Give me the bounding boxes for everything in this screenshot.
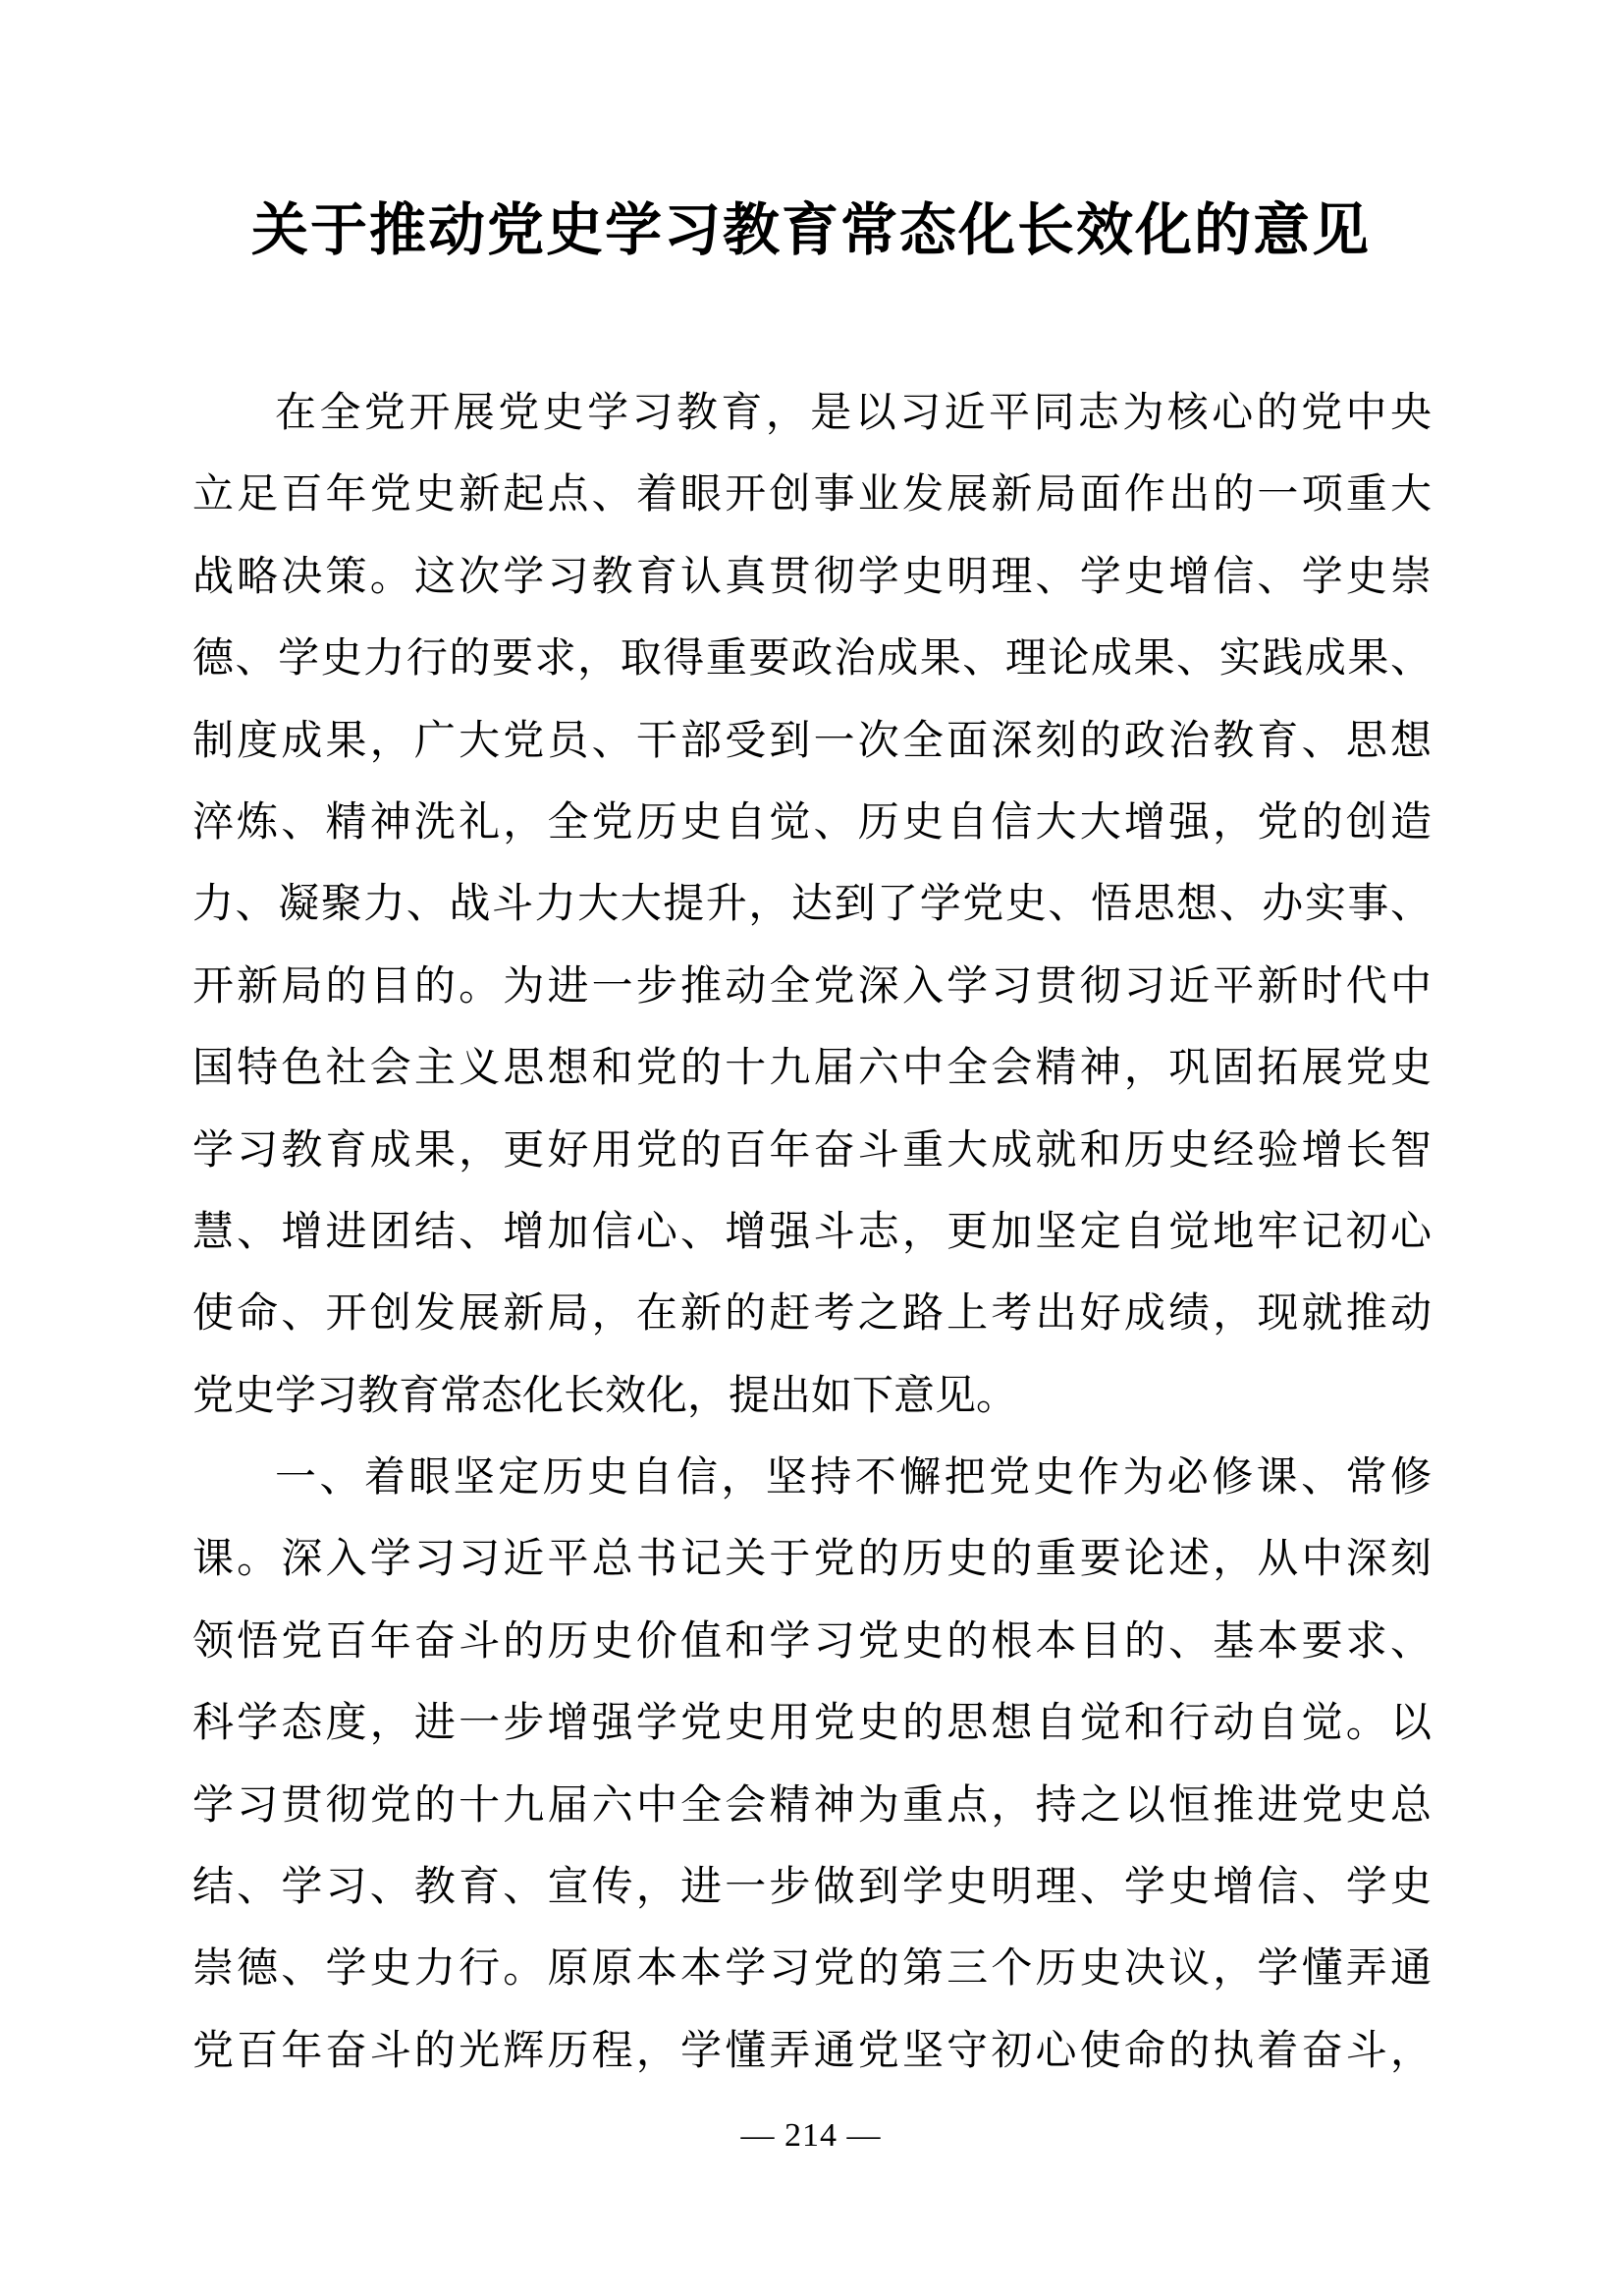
body-line: 崇德、学史力行。原原本本学习党的第三个历史决议，学懂弄通 <box>192 1946 1432 1993</box>
body-line: 结、学习、教育、宣传，进一步做到学史明理、学史增信、学史 <box>192 1865 1432 1911</box>
body-line: 学习教育成果，更好用党的百年奋斗重大成就和历史经验增长智 <box>192 1127 1432 1174</box>
page-number: — 214 — <box>740 2117 882 2154</box>
body-line: 力、凝聚力、战斗力大大提升，达到了学党史、悟思想、办实事、 <box>192 882 1432 928</box>
document-title: 关于推动党史学习教育常态化长效化的意见 <box>250 198 1371 262</box>
document-body <box>192 373 1432 2093</box>
body-line: 德、学史力行的要求，取得重要政治成果、理论成果、实践成果、 <box>192 636 1432 683</box>
body-line: 开新局的目的。为进一步推动全党深入学习贯彻习近平新时代中 <box>192 963 1432 1010</box>
body-line: 党史学习教育常态化长效化，提出如下意见。 <box>192 1373 1018 1419</box>
body-line: 淬炼、精神洗礼，全党历史自觉、历史自信大大增强，党的创造 <box>192 799 1432 846</box>
body-line: 一、着眼坚定历史自信，坚持不懈把党史作为必修课、常修 <box>275 1455 1432 1502</box>
body-line: 科学态度，进一步增强学党史用党史的思想自觉和行动自觉。以 <box>192 1701 1432 1747</box>
body-line: 立足百年党史新起点、着眼开创事业发展新局面作出的一项重大 <box>192 472 1432 519</box>
body-line: 使命、开创发展新局，在新的赶考之路上考出好成绩，现就推动 <box>192 1291 1432 1338</box>
body-line: 制度成果，广大党员、干部受到一次全面深刻的政治教育、思想 <box>192 718 1432 764</box>
body-line: 学习贯彻党的十九届六中全会精神为重点，持之以恒推进党史总 <box>192 1782 1432 1829</box>
body-line: 课。深入学习习近平总书记关于党的历史的重要论述，从中深刻 <box>192 1537 1432 1583</box>
body-line: 党百年奋斗的光辉历程，学懂弄通党坚守初心使命的执着奋斗， <box>192 2028 1432 2074</box>
body-line: 国特色社会主义思想和党的十九届六中全会精神，巩固拓展党史 <box>192 1046 1432 1092</box>
body-line: 在全党开展党史学习教育，是以习近平同志为核心的党中央 <box>275 391 1432 436</box>
body-line: 慧、增进团结、增加信心、增强斗志，更加坚定自觉地牢记初心 <box>192 1209 1432 1255</box>
body-line: 战略决策。这次学习教育认真贯彻学史明理、学史增信、学史崇 <box>192 554 1432 600</box>
body-line: 领悟党百年奋斗的历史价值和学习党史的根本目的、基本要求、 <box>192 1618 1432 1665</box>
